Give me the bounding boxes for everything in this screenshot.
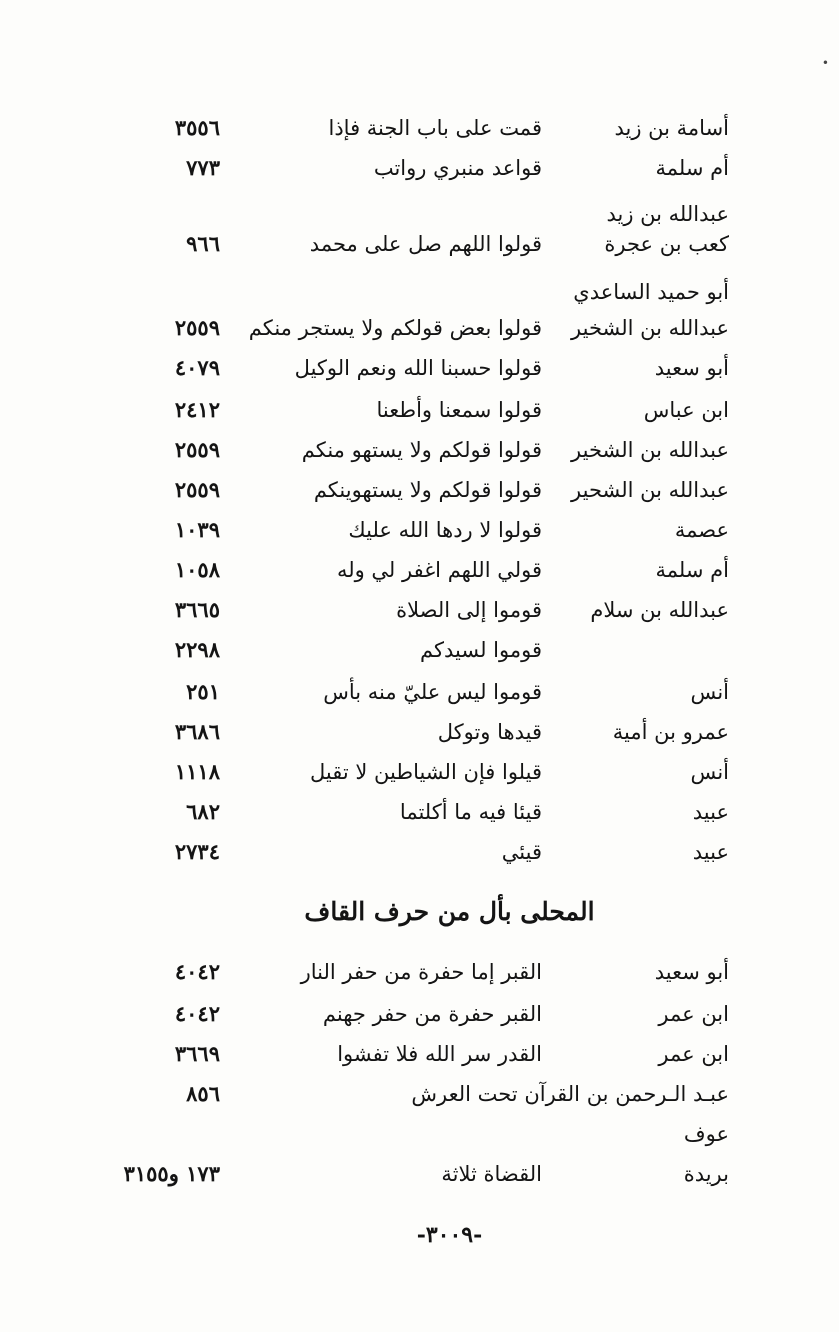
hadith-number: ٢٧٣٤: [174, 839, 220, 864]
corner-mark: •: [821, 56, 829, 70]
list-item: [0, 390, 839, 430]
hadith-number: ٣٦٦٩: [174, 1041, 220, 1066]
hadith-number: ٢٥٥٩: [174, 315, 220, 340]
narrator-name: كعب بن عجرة: [604, 232, 729, 256]
narrator-name: عبيد: [692, 800, 729, 824]
hadith-text: قولي اللهم اغفر لي وله: [336, 558, 542, 582]
narrator-name: عبدالله بن زيد: [606, 202, 729, 226]
list-item: [0, 1034, 839, 1074]
hadith-number: ٤٠٧٩: [174, 355, 220, 380]
narrator-name: أسامة بن زيد: [614, 116, 729, 140]
list-item: [0, 792, 839, 832]
list-item: [0, 712, 839, 752]
narrator-name: أبو سعيد: [654, 960, 729, 984]
hadith-text: قولوا سمعنا وأطعنا: [376, 398, 542, 422]
hadith-number: ١٧٣ و٣١٥٥: [123, 1161, 220, 1186]
hadith-text: قولوا لا ردها الله عليك: [348, 518, 542, 542]
narrator-name: عبدالله بن سلام: [590, 598, 729, 622]
narrator-name: ابن عمر: [658, 1002, 729, 1026]
hadith-number: ٢٥٥٩: [174, 437, 220, 462]
narrator-name: أم سلمة: [655, 558, 729, 582]
hadith-number: ٧٧٣: [186, 155, 220, 180]
hadith-number: ٦٨٢: [186, 799, 220, 824]
list-item: [0, 430, 839, 470]
list-item: [0, 348, 839, 388]
list-item: [0, 1154, 839, 1194]
list-item: [0, 308, 839, 348]
narrator-name: ابن عباس: [643, 398, 729, 422]
hadith-text: قمت على باب الجنة فإذا: [328, 116, 542, 140]
narrator-name: أم سلمة: [655, 156, 729, 180]
list-item: [0, 272, 839, 312]
hadith-number: ٣٦٦٥: [174, 597, 220, 622]
hadith-text: قولوا حسبنا الله ونعم الوكيل: [294, 356, 542, 380]
hadith-number: ٤٠٤٢: [174, 1001, 220, 1026]
narrator-name: أبو سعيد: [654, 356, 729, 380]
list-item: [0, 752, 839, 792]
list-item: [0, 1114, 839, 1154]
hadith-number: ٨٥٦: [186, 1081, 220, 1106]
list-item: [0, 672, 839, 712]
narrator-name: بريدة: [683, 1162, 729, 1186]
list-item: [0, 470, 839, 510]
hadith-text: القضاة ثلاثة: [441, 1162, 542, 1186]
list-item: [0, 108, 839, 148]
hadith-text: القبر حفرة من حفر جهنم: [322, 1002, 542, 1026]
narrator-name: أبو حميد الساعدي: [573, 280, 729, 304]
list-item: [0, 832, 839, 872]
hadith-text: القدر سر الله فلا تفشوا: [337, 1042, 542, 1066]
hadith-text: قواعد منبري رواتب: [373, 156, 542, 180]
hadith-number: ٤٠٤٢: [174, 959, 220, 984]
section-heading: المحلى بأل من حرف القاف: [304, 897, 595, 926]
narrator-name: عبدالله بن الشخير: [571, 316, 729, 340]
narrator-name: أنس: [690, 680, 729, 704]
list-item: [0, 148, 839, 188]
hadith-number: ١٠٥٨: [174, 557, 220, 582]
hadith-text: قولوا قولكم ولا يستهو منكم: [301, 438, 542, 462]
list-item: [0, 550, 839, 590]
hadith-number: ٢٤١٢: [174, 397, 220, 422]
narrator-name: عوف: [683, 1122, 729, 1146]
hadith-text: قيئا فيه ما أكلتما: [399, 800, 542, 824]
hadith-text: القبر إما حفرة من حفر النار: [300, 960, 542, 984]
hadith-text: قوموا إلى الصلاة: [396, 598, 542, 622]
hadith-text: قيلوا فإن الشياطين لا تقيل: [310, 760, 542, 784]
hadith-number: ٣٦٨٦: [174, 719, 220, 744]
list-item: [0, 994, 839, 1034]
hadith-number: ٩٦٦: [186, 231, 220, 256]
list-item: [0, 510, 839, 550]
hadith-text: قولوا قولكم ولا يستهوينكم: [313, 478, 542, 502]
narrator-name: عبدالله بن الشخير: [571, 438, 729, 462]
hadith-number: ٢٥١: [186, 679, 220, 704]
hadith-number: ١٠٣٩: [174, 517, 220, 542]
list-item: [0, 224, 839, 264]
hadith-text: قيئي: [501, 840, 542, 864]
hadith-text: قوموا ليس عليّ منه بأس: [323, 680, 542, 704]
narrator-name: عبـد الـرحمن بن القرآن تحت العرش: [411, 1082, 729, 1106]
narrator-name: عصمة: [674, 518, 729, 542]
page-number: -٣٠٠٩-: [416, 1222, 483, 1248]
hadith-text: قولوا اللهم صل على محمد: [309, 232, 542, 256]
hadith-text: قيدها وتوكل: [437, 720, 542, 744]
hadith-text: قوموا لسيدكم: [420, 638, 542, 662]
narrator-name: أنس: [690, 760, 729, 784]
narrator-name: عبيد: [692, 840, 729, 864]
narrator-name: عبدالله بن الشحير: [571, 478, 729, 502]
list-item: [0, 590, 839, 630]
hadith-number: ٣٥٥٦: [174, 115, 220, 140]
list-item: [0, 630, 839, 670]
list-item: [0, 1074, 839, 1114]
hadith-number: ٢٥٥٩: [174, 477, 220, 502]
hadith-text: قولوا بعض قولكم ولا يستجر منكم: [248, 316, 542, 340]
hadith-number: ١١١٨: [174, 759, 220, 784]
list-item: [0, 952, 839, 992]
narrator-name: ابن عمر: [658, 1042, 729, 1066]
narrator-name: عمرو بن أمية: [612, 720, 729, 744]
hadith-number: ٢٢٩٨: [174, 637, 220, 662]
